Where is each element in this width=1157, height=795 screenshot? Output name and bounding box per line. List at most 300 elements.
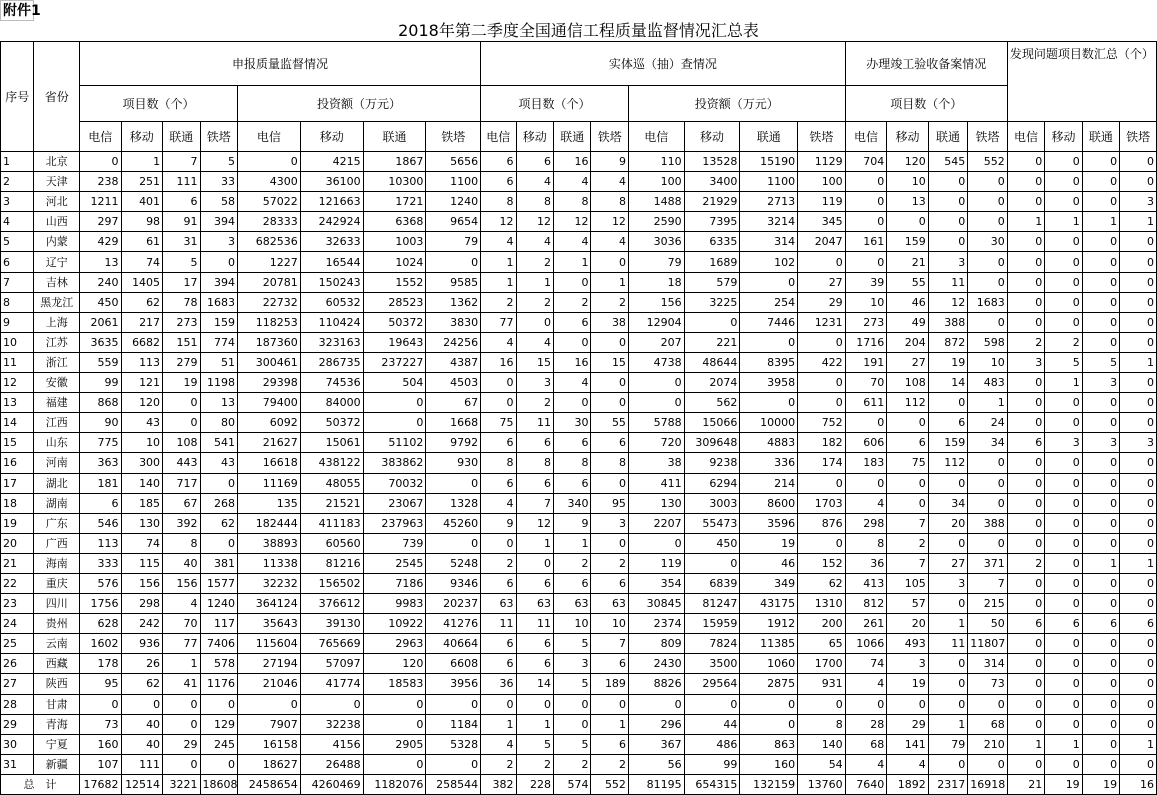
row-index[interactable]: 21 (1, 553, 34, 573)
data-cell[interactable]: 2 (481, 754, 516, 774)
data-cell[interactable]: 0 (798, 694, 846, 714)
data-cell[interactable]: 4156 (300, 734, 363, 754)
data-cell[interactable]: 6 (481, 654, 516, 674)
data-cell[interactable]: 0 (200, 694, 237, 714)
data-cell[interactable]: 576 (80, 573, 122, 593)
data-cell[interactable]: 1689 (684, 252, 740, 272)
header-declare-invest-carrier[interactable]: 联通 (363, 122, 426, 152)
data-cell[interactable]: 392 (163, 513, 200, 533)
data-cell[interactable]: 0 (1082, 493, 1119, 513)
data-cell[interactable]: 388 (928, 312, 968, 332)
data-cell[interactable]: 240 (80, 272, 122, 292)
row-index[interactable]: 29 (1, 714, 34, 734)
data-cell[interactable]: 27 (887, 352, 929, 372)
data-cell[interactable]: 6 (163, 192, 200, 212)
data-cell[interactable]: 0 (684, 312, 740, 332)
data-cell[interactable]: 0 (887, 493, 929, 513)
data-cell[interactable]: 429 (80, 232, 122, 252)
data-cell[interactable]: 15 (591, 352, 628, 372)
row-index[interactable]: 24 (1, 614, 34, 634)
data-cell[interactable]: 120 (121, 393, 163, 413)
total-cell[interactable]: 228 (516, 774, 553, 794)
data-cell[interactable]: 0 (1082, 533, 1119, 553)
data-cell[interactable]: 0 (1082, 312, 1119, 332)
data-cell[interactable]: 6608 (426, 654, 481, 674)
data-cell[interactable]: 1003 (363, 232, 426, 252)
data-cell[interactable]: 185 (121, 493, 163, 513)
data-cell[interactable]: 130 (628, 493, 684, 513)
row-province[interactable]: 海南 (34, 553, 80, 573)
data-cell[interactable]: 273 (845, 312, 887, 332)
data-cell[interactable]: 0 (968, 533, 1008, 553)
data-cell[interactable]: 0 (1120, 232, 1157, 252)
data-cell[interactable]: 111 (163, 172, 200, 192)
row-index[interactable]: 10 (1, 332, 34, 352)
data-cell[interactable]: 6 (591, 573, 628, 593)
data-cell[interactable]: 11 (928, 272, 968, 292)
row-index[interactable]: 27 (1, 674, 34, 694)
data-cell[interactable]: 58 (200, 192, 237, 212)
data-cell[interactable]: 1716 (845, 332, 887, 352)
row-index[interactable]: 4 (1, 212, 34, 232)
data-cell[interactable]: 102 (740, 252, 798, 272)
data-cell[interactable]: 16 (481, 352, 516, 372)
data-cell[interactable]: 0 (1120, 674, 1157, 694)
data-cell[interactable]: 24 (968, 413, 1008, 433)
data-cell[interactable]: 0 (1120, 413, 1157, 433)
data-cell[interactable]: 0 (1120, 152, 1157, 172)
data-cell[interactable]: 6092 (238, 413, 301, 433)
data-cell[interactable]: 30 (968, 232, 1008, 252)
data-cell[interactable]: 1060 (740, 654, 798, 674)
data-cell[interactable]: 22732 (238, 292, 301, 312)
data-cell[interactable]: 20781 (238, 272, 301, 292)
data-cell[interactable]: 18 (628, 272, 684, 292)
data-cell[interactable]: 401 (121, 192, 163, 212)
data-cell[interactable]: 0 (163, 714, 200, 734)
data-cell[interactable]: 15190 (740, 152, 798, 172)
data-cell[interactable]: 300 (121, 453, 163, 473)
data-cell[interactable]: 15061 (300, 433, 363, 453)
row-index[interactable]: 20 (1, 533, 34, 553)
data-cell[interactable]: 0 (928, 393, 968, 413)
data-cell[interactable]: 2 (591, 292, 628, 312)
data-cell[interactable]: 6 (481, 433, 516, 453)
data-cell[interactable]: 0 (1082, 152, 1119, 172)
data-cell[interactable]: 0 (1007, 413, 1044, 433)
data-cell[interactable]: 118253 (238, 312, 301, 332)
data-cell[interactable]: 20 (887, 614, 929, 634)
data-cell[interactable]: 6 (1007, 433, 1044, 453)
data-cell[interactable]: 6 (516, 654, 553, 674)
data-cell[interactable]: 5 (554, 634, 591, 654)
data-cell[interactable]: 8 (163, 533, 200, 553)
data-cell[interactable]: 33 (200, 172, 237, 192)
row-province[interactable]: 山东 (34, 433, 80, 453)
data-cell[interactable]: 105 (887, 573, 929, 593)
data-cell[interactable]: 0 (1120, 473, 1157, 493)
data-cell[interactable]: 21046 (238, 674, 301, 694)
data-cell[interactable]: 483 (968, 373, 1008, 393)
data-cell[interactable]: 6 (481, 473, 516, 493)
data-cell[interactable]: 237963 (363, 513, 426, 533)
data-cell[interactable]: 0 (1120, 594, 1157, 614)
data-cell[interactable]: 63 (481, 594, 516, 614)
data-cell[interactable]: 51102 (363, 433, 426, 453)
data-cell[interactable]: 0 (1045, 413, 1082, 433)
row-index[interactable]: 13 (1, 393, 34, 413)
data-cell[interactable]: 0 (591, 373, 628, 393)
data-cell[interactable]: 41276 (426, 614, 481, 634)
data-cell[interactable]: 7446 (740, 312, 798, 332)
row-index[interactable]: 2 (1, 172, 34, 192)
data-cell[interactable]: 296 (628, 714, 684, 734)
total-label[interactable]: 总 计 (1, 774, 80, 794)
data-cell[interactable]: 0 (481, 533, 516, 553)
data-cell[interactable]: 1310 (798, 594, 846, 614)
row-index[interactable]: 6 (1, 252, 34, 272)
data-cell[interactable]: 43 (200, 453, 237, 473)
data-cell[interactable]: 141 (887, 734, 929, 754)
total-cell[interactable]: 16 (1120, 774, 1157, 794)
data-cell[interactable]: 0 (1082, 393, 1119, 413)
data-cell[interactable]: 0 (1120, 634, 1157, 654)
data-cell[interactable]: 75 (887, 453, 929, 473)
data-cell[interactable]: 159 (887, 232, 929, 252)
data-cell[interactable]: 73 (968, 674, 1008, 694)
data-cell[interactable]: 36 (845, 553, 887, 573)
data-cell[interactable]: 0 (1045, 754, 1082, 774)
data-cell[interactable]: 21627 (238, 433, 301, 453)
data-cell[interactable]: 0 (426, 694, 481, 714)
data-cell[interactable]: 1668 (426, 413, 481, 433)
data-cell[interactable]: 49 (887, 312, 929, 332)
data-cell[interactable]: 29564 (684, 674, 740, 694)
data-cell[interactable]: 0 (628, 373, 684, 393)
data-cell[interactable]: 8 (845, 533, 887, 553)
data-cell[interactable]: 4 (845, 674, 887, 694)
row-province[interactable]: 北京 (34, 152, 80, 172)
total-cell[interactable]: 258544 (426, 774, 481, 794)
data-cell[interactable]: 0 (1007, 533, 1044, 553)
data-cell[interactable]: 182444 (238, 513, 301, 533)
data-cell[interactable]: 5 (1045, 352, 1082, 372)
row-index[interactable]: 19 (1, 513, 34, 533)
data-cell[interactable]: 371 (968, 553, 1008, 573)
data-cell[interactable]: 0 (628, 533, 684, 553)
data-cell[interactable]: 0 (1082, 634, 1119, 654)
row-province[interactable]: 河北 (34, 192, 80, 212)
data-cell[interactable]: 8 (516, 453, 553, 473)
data-cell[interactable]: 0 (481, 373, 516, 393)
data-cell[interactable]: 0 (1045, 172, 1082, 192)
row-index[interactable]: 31 (1, 754, 34, 774)
data-cell[interactable]: 0 (1082, 453, 1119, 473)
data-cell[interactable]: 0 (1120, 694, 1157, 714)
data-cell[interactable]: 3003 (684, 493, 740, 513)
data-cell[interactable]: 0 (554, 272, 591, 292)
data-cell[interactable]: 7824 (684, 634, 740, 654)
data-cell[interactable]: 2374 (628, 614, 684, 634)
data-cell[interactable]: 0 (968, 493, 1008, 513)
data-cell[interactable]: 0 (1120, 373, 1157, 393)
data-cell[interactable]: 1 (516, 533, 553, 553)
data-cell[interactable]: 6294 (684, 473, 740, 493)
data-cell[interactable]: 32633 (300, 232, 363, 252)
total-cell[interactable]: 19 (1045, 774, 1082, 794)
data-cell[interactable]: 1488 (628, 192, 684, 212)
data-cell[interactable]: 21521 (300, 493, 363, 513)
data-cell[interactable]: 70 (163, 614, 200, 634)
data-cell[interactable]: 752 (798, 413, 846, 433)
row-index[interactable]: 25 (1, 634, 34, 654)
row-province[interactable]: 宁夏 (34, 734, 80, 754)
row-index[interactable]: 7 (1, 272, 34, 292)
data-cell[interactable]: 50372 (300, 413, 363, 433)
data-cell[interactable]: 4 (554, 232, 591, 252)
data-cell[interactable]: 19 (740, 533, 798, 553)
data-cell[interactable]: 931 (798, 674, 846, 694)
data-cell[interactable]: 868 (80, 393, 122, 413)
data-cell[interactable]: 394 (200, 212, 237, 232)
data-cell[interactable]: 11807 (968, 634, 1008, 654)
data-cell[interactable]: 10300 (363, 172, 426, 192)
data-cell[interactable]: 2 (481, 553, 516, 573)
data-cell[interactable]: 411 (628, 473, 684, 493)
row-index[interactable]: 22 (1, 573, 34, 593)
data-cell[interactable]: 0 (1045, 513, 1082, 533)
data-cell[interactable]: 562 (684, 393, 740, 413)
data-cell[interactable]: 15 (516, 352, 553, 372)
data-cell[interactable]: 0 (740, 332, 798, 352)
data-cell[interactable]: 27194 (238, 654, 301, 674)
data-cell[interactable]: 0 (1120, 754, 1157, 774)
data-cell[interactable]: 29 (163, 734, 200, 754)
data-cell[interactable]: 0 (1082, 513, 1119, 533)
data-cell[interactable]: 4 (887, 754, 929, 774)
data-cell[interactable]: 0 (628, 393, 684, 413)
data-cell[interactable]: 0 (1007, 573, 1044, 593)
data-cell[interactable]: 1683 (968, 292, 1008, 312)
data-cell[interactable]: 68 (968, 714, 1008, 734)
data-cell[interactable]: 0 (591, 694, 628, 714)
data-cell[interactable]: 809 (628, 634, 684, 654)
data-cell[interactable]: 56 (628, 754, 684, 774)
data-cell[interactable]: 0 (591, 393, 628, 413)
data-cell[interactable]: 0 (426, 754, 481, 774)
data-cell[interactable]: 8 (591, 192, 628, 212)
data-cell[interactable]: 112 (887, 393, 929, 413)
data-cell[interactable]: 0 (928, 694, 968, 714)
data-cell[interactable]: 79 (426, 232, 481, 252)
data-cell[interactable]: 0 (1007, 232, 1044, 252)
data-cell[interactable]: 0 (798, 473, 846, 493)
data-cell[interactable]: 0 (845, 252, 887, 272)
data-cell[interactable]: 936 (121, 634, 163, 654)
data-cell[interactable]: 63 (516, 594, 553, 614)
data-cell[interactable]: 812 (845, 594, 887, 614)
data-cell[interactable]: 0 (238, 152, 301, 172)
data-cell[interactable]: 0 (426, 473, 481, 493)
data-cell[interactable]: 8 (481, 453, 516, 473)
data-cell[interactable]: 3 (200, 232, 237, 252)
data-cell[interactable]: 3 (1082, 373, 1119, 393)
data-cell[interactable]: 38 (628, 453, 684, 473)
data-cell[interactable]: 4 (481, 232, 516, 252)
data-cell[interactable]: 9792 (426, 433, 481, 453)
data-cell[interactable]: 0 (1007, 152, 1044, 172)
data-cell[interactable]: 297 (80, 212, 122, 232)
data-cell[interactable]: 13 (200, 393, 237, 413)
data-cell[interactable]: 5328 (426, 734, 481, 754)
data-cell[interactable]: 3 (1007, 352, 1044, 372)
data-cell[interactable]: 210 (968, 734, 1008, 754)
data-cell[interactable]: 0 (1007, 694, 1044, 714)
data-cell[interactable]: 30 (554, 413, 591, 433)
data-cell[interactable]: 0 (887, 413, 929, 433)
data-cell[interactable]: 3 (928, 252, 968, 272)
total-cell[interactable]: 17682 (80, 774, 122, 794)
data-cell[interactable]: 388 (968, 513, 1008, 533)
data-cell[interactable]: 3225 (684, 292, 740, 312)
data-cell[interactable]: 682536 (238, 232, 301, 252)
data-cell[interactable]: 2545 (363, 553, 426, 573)
data-cell[interactable]: 0 (798, 373, 846, 393)
data-cell[interactable]: 0 (845, 473, 887, 493)
data-cell[interactable]: 0 (1082, 413, 1119, 433)
data-cell[interactable]: 32232 (238, 573, 301, 593)
row-province[interactable]: 广东 (34, 513, 80, 533)
data-cell[interactable]: 872 (928, 332, 968, 352)
data-cell[interactable]: 367 (628, 734, 684, 754)
data-cell[interactable]: 1 (1120, 352, 1157, 372)
data-cell[interactable]: 0 (1045, 634, 1082, 654)
data-cell[interactable]: 0 (1120, 312, 1157, 332)
data-cell[interactable]: 1721 (363, 192, 426, 212)
data-cell[interactable]: 2 (481, 292, 516, 312)
data-cell[interactable]: 7186 (363, 573, 426, 593)
data-cell[interactable]: 0 (300, 694, 363, 714)
data-cell[interactable]: 2 (1007, 332, 1044, 352)
data-cell[interactable]: 0 (1007, 594, 1044, 614)
row-province[interactable]: 山西 (34, 212, 80, 232)
data-cell[interactable]: 119 (798, 192, 846, 212)
data-cell[interactable]: 0 (928, 654, 968, 674)
data-cell[interactable]: 4 (554, 172, 591, 192)
data-cell[interactable]: 6 (481, 152, 516, 172)
data-cell[interactable]: 0 (363, 714, 426, 734)
header-inspect-count-carrier[interactable]: 铁塔 (591, 122, 628, 152)
data-cell[interactable]: 0 (1007, 513, 1044, 533)
total-cell[interactable]: 12514 (121, 774, 163, 794)
data-cell[interactable]: 6 (554, 473, 591, 493)
data-cell[interactable]: 43175 (740, 594, 798, 614)
data-cell[interactable]: 2 (554, 553, 591, 573)
data-cell[interactable]: 363 (80, 453, 122, 473)
data-cell[interactable]: 200 (798, 614, 846, 634)
data-cell[interactable]: 546 (80, 513, 122, 533)
data-cell[interactable]: 314 (740, 232, 798, 252)
data-cell[interactable]: 6 (481, 634, 516, 654)
header-declare-count-carrier[interactable]: 电信 (80, 122, 122, 152)
data-cell[interactable]: 0 (968, 473, 1008, 493)
data-cell[interactable]: 579 (684, 272, 740, 292)
data-cell[interactable]: 112 (928, 453, 968, 473)
data-cell[interactable]: 117 (200, 614, 237, 634)
data-cell[interactable]: 156 (628, 292, 684, 312)
row-index[interactable]: 30 (1, 734, 34, 754)
data-cell[interactable]: 10 (887, 172, 929, 192)
data-cell[interactable]: 12 (516, 513, 553, 533)
data-cell[interactable]: 3 (887, 654, 929, 674)
data-cell[interactable]: 438122 (300, 453, 363, 473)
data-cell[interactable]: 0 (1120, 714, 1157, 734)
data-cell[interactable]: 450 (684, 533, 740, 553)
data-cell[interactable]: 19643 (363, 332, 426, 352)
data-cell[interactable]: 44 (684, 714, 740, 734)
data-cell[interactable]: 204 (887, 332, 929, 352)
data-cell[interactable]: 0 (740, 393, 798, 413)
data-cell[interactable]: 19 (928, 352, 968, 372)
data-cell[interactable]: 3500 (684, 654, 740, 674)
data-cell[interactable]: 3596 (740, 513, 798, 533)
data-cell[interactable]: 0 (928, 594, 968, 614)
data-cell[interactable]: 0 (684, 694, 740, 714)
data-cell[interactable]: 6 (1082, 614, 1119, 634)
data-cell[interactable]: 73 (80, 714, 122, 734)
data-cell[interactable]: 1100 (740, 172, 798, 192)
data-cell[interactable]: 5 (516, 734, 553, 754)
data-cell[interactable]: 0 (121, 694, 163, 714)
data-cell[interactable]: 110424 (300, 312, 363, 332)
data-cell[interactable]: 57 (887, 594, 929, 614)
data-cell[interactable]: 95 (591, 493, 628, 513)
total-cell[interactable]: 3221 (163, 774, 200, 794)
data-cell[interactable]: 115 (121, 553, 163, 573)
data-cell[interactable]: 156502 (300, 573, 363, 593)
data-cell[interactable]: 17 (163, 272, 200, 292)
data-cell[interactable]: 26488 (300, 754, 363, 774)
data-cell[interactable]: 6 (554, 312, 591, 332)
data-cell[interactable]: 4883 (740, 433, 798, 453)
data-cell[interactable]: 2 (516, 252, 553, 272)
data-cell[interactable]: 99 (80, 373, 122, 393)
data-cell[interactable]: 1405 (121, 272, 163, 292)
data-cell[interactable]: 3635 (80, 332, 122, 352)
data-cell[interactable]: 29 (798, 292, 846, 312)
data-cell[interactable]: 0 (200, 754, 237, 774)
data-cell[interactable]: 0 (845, 413, 887, 433)
data-cell[interactable]: 28523 (363, 292, 426, 312)
data-cell[interactable]: 1 (554, 252, 591, 272)
total-cell[interactable]: 654315 (684, 774, 740, 794)
data-cell[interactable]: 19 (163, 373, 200, 393)
data-cell[interactable]: 0 (1120, 493, 1157, 513)
data-cell[interactable]: 140 (121, 473, 163, 493)
data-cell[interactable]: 75 (481, 413, 516, 433)
header-declare-invest-carrier[interactable]: 电信 (238, 122, 301, 152)
data-cell[interactable]: 1227 (238, 252, 301, 272)
data-cell[interactable]: 0 (1082, 332, 1119, 352)
data-cell[interactable]: 9983 (363, 594, 426, 614)
data-cell[interactable]: 12 (516, 212, 553, 232)
total-cell[interactable]: 16918 (968, 774, 1008, 794)
data-cell[interactable]: 74 (121, 533, 163, 553)
data-cell[interactable]: 298 (845, 513, 887, 533)
header-inspect-invest[interactable]: 投资额（万元） (628, 86, 845, 122)
data-cell[interactable]: 0 (1007, 272, 1044, 292)
data-cell[interactable]: 1703 (798, 493, 846, 513)
